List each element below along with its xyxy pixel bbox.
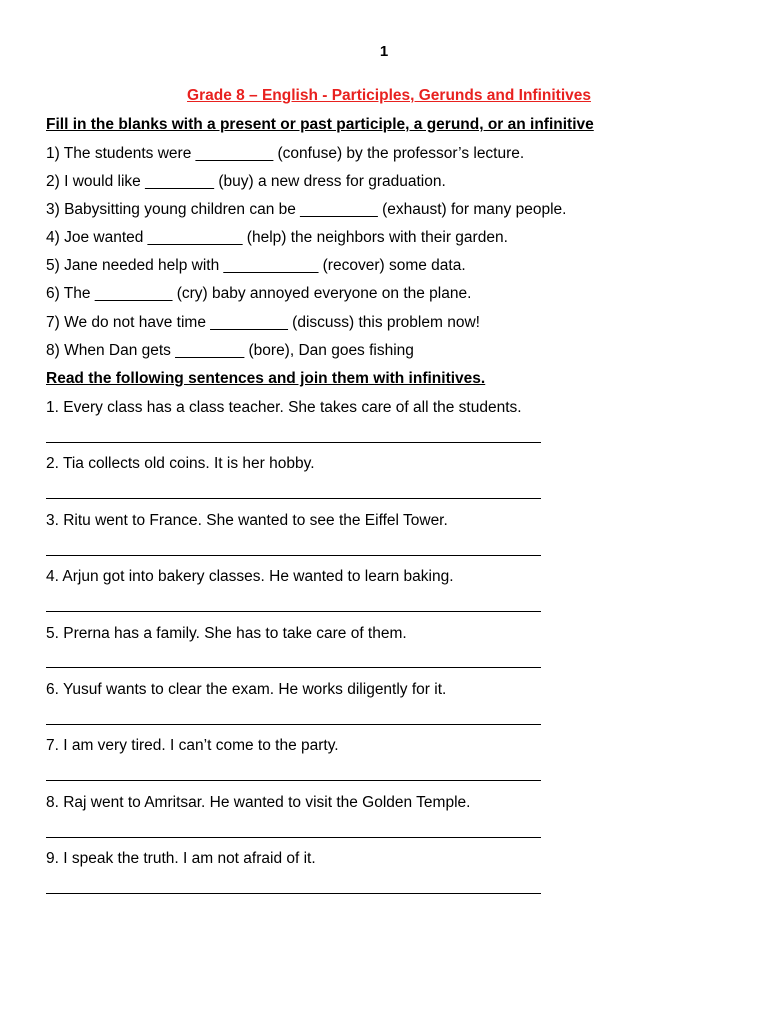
answer-line[interactable] [46, 893, 541, 894]
answer-line[interactable] [46, 667, 541, 668]
join-sentence-item: 8. Raj went to Amritsar. He wanted to visit the Golden Temple. [46, 794, 471, 811]
fill-blank-item: 1) The students were _________ (confuse) by the professor’s lecture. [46, 145, 525, 162]
join-sentence-item: 9. I speak the truth. I am not afraid of it. [46, 850, 316, 867]
fill-blank-item: 2) I would like ________ (buy) a new dress for graduation. [46, 173, 446, 190]
answer-line[interactable] [46, 724, 541, 725]
fill-blank-item: 4) Joe wanted ___________ (help) the neighbors with their garden. [46, 229, 508, 246]
answer-line[interactable] [46, 780, 541, 781]
fill-blank-item: 7) We do not have time _________ (discuss) this problem now! [46, 314, 480, 331]
answer-line[interactable] [46, 611, 541, 612]
join-sentence-item: 6. Yusuf wants to clear the exam. He works diligently for it. [46, 681, 447, 698]
worksheet-title: Grade 8 – English - Participles, Gerunds and Infinitives [187, 87, 591, 104]
answer-line[interactable] [46, 837, 541, 838]
join-sentence-item: 7. I am very tired. I can’t come to the party. [46, 737, 339, 754]
fill-blank-item: 3) Babysitting young children can be _________ (exhaust) for many people. [46, 201, 567, 218]
answer-line[interactable] [46, 442, 541, 443]
join-sentence-item: 2. Tia collects old coins. It is her hobby. [46, 455, 315, 472]
page-number: 1 [379, 43, 389, 60]
join-sentence-item: 3. Ritu went to France. She wanted to see the Eiffel Tower. [46, 512, 448, 529]
answer-line[interactable] [46, 555, 541, 556]
join-sentence-item: 5. Prerna has a family. She has to take care of them. [46, 625, 407, 642]
join-sentence-item: 1. Every class has a class teacher. She takes care of all the students. [46, 399, 522, 416]
section2-heading: Read the following sentences and join them with infinitives. [46, 370, 486, 387]
join-sentence-item: 4. Arjun got into bakery classes. He wanted to learn baking. [46, 568, 454, 585]
fill-blank-item: 6) The _________ (cry) baby annoyed everyone on the plane. [46, 285, 472, 302]
answer-line[interactable] [46, 498, 541, 499]
fill-blank-item: 8) When Dan gets ________ (bore), Dan goes fishing [46, 342, 414, 359]
fill-blank-item: 5) Jane needed help with ___________ (recover) some data. [46, 257, 466, 274]
section1-heading: Fill in the blanks with a present or past participle, a gerund, or an infinitive [46, 116, 594, 133]
